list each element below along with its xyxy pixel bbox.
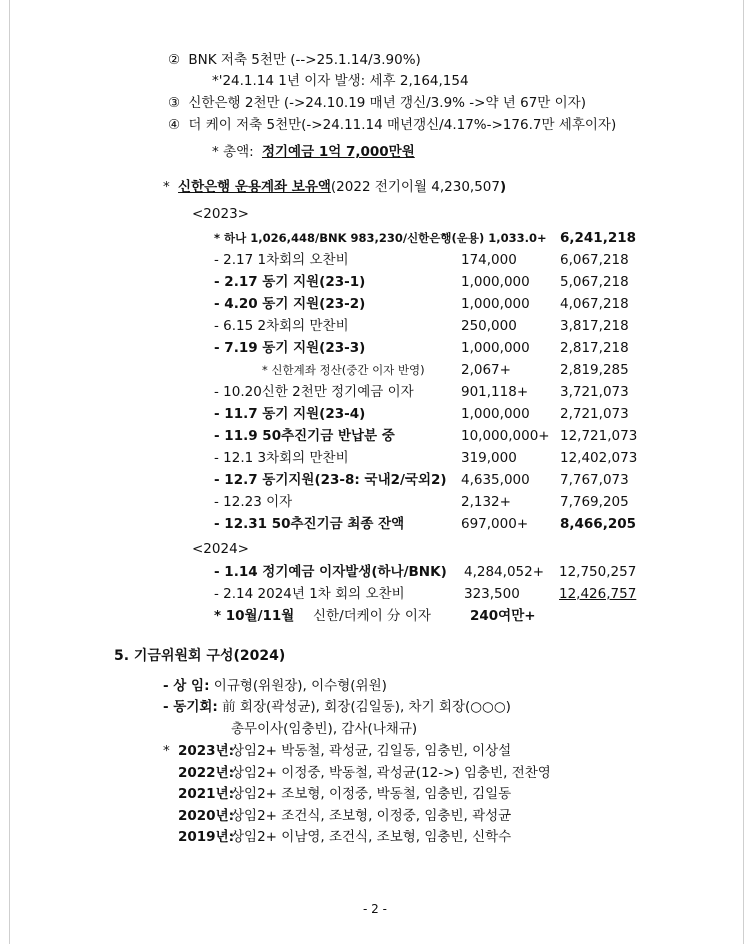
history-members: 상임2+ 조보형, 이정중, 박동철, 임충빈, 김일동	[231, 786, 512, 802]
ledger-amount: 174,000	[461, 252, 517, 268]
history-members: 상임2+ 박동철, 곽성균, 김일동, 임충빈, 이상설	[231, 743, 512, 759]
ledger-description: - 7.19 동기 지원(23-3)	[214, 340, 366, 356]
history-marker: *	[163, 743, 170, 759]
history-year: 2021년:	[178, 786, 235, 802]
account-title: 신한은행 운용계좌 보유액	[178, 179, 331, 195]
history-year: 2020년:	[178, 807, 235, 824]
history-year: 2023년:	[178, 743, 235, 759]
committee-text: 前 회장(곽성균), 회장(김일동), 차기 회장(○○○)	[222, 699, 511, 715]
ledger-description: * 10월/11월	[214, 608, 295, 624]
ledger-balance: 12,402,073	[560, 450, 638, 466]
ledger-description: - 11.9 50추진기금 반납분 중	[214, 428, 395, 444]
ledger-balance: 6,241,218	[560, 230, 637, 246]
ledger-description: - 12.31 50추진기금 최종 잔액	[214, 516, 405, 532]
ledger-amount: 4,635,000	[461, 472, 530, 488]
deposit-number: ④	[168, 117, 181, 133]
ledger-balance: 3,721,073	[560, 384, 629, 400]
total-deposit	[212, 143, 415, 161]
ledger-description: * 하나 1,026,448/BNK 983,230/신한은행(운용) 1,033.0+	[214, 231, 547, 245]
history-year: 2019년:	[178, 829, 235, 845]
deposit-number: ③	[168, 95, 181, 111]
ledger-description: - 10.20신한 2천만 정기예금 이자	[214, 384, 414, 400]
deposit-item-bnk	[168, 51, 421, 69]
committee-alumni	[163, 698, 511, 716]
ledger-amount: 1,000,000	[461, 296, 530, 312]
ledger-description: - 6.15 2차회의 만찬비	[214, 318, 349, 334]
ledger-amount: 901,118+	[461, 384, 529, 400]
ledger-balance: 2,721,073	[560, 406, 629, 422]
ledger-balance: 6,067,218	[560, 252, 629, 268]
ledger-description: - 12.1 3차회의 만찬비	[214, 450, 349, 466]
year-2024-label: <2024>	[192, 541, 249, 557]
ledger-amount: 319,000	[461, 450, 517, 466]
committee-alumni-cont	[231, 720, 417, 738]
ledger-description: - 12.23 이자	[214, 494, 293, 510]
deposit-item-thek	[168, 116, 616, 134]
ledger-description: - 2.17 동기 지원(23-1)	[214, 274, 366, 290]
history-members: 상임2+ 이남영, 조건식, 조보형, 임충빈, 신학수	[231, 829, 512, 845]
ledger-balance: 5,067,218	[560, 274, 629, 290]
ledger-balance: 2,817,218	[560, 340, 629, 356]
committee-text: 이규형(위원장), 이수형(위원)	[213, 678, 387, 694]
ledger-balance: 7,769,205	[560, 494, 629, 510]
ledger-description: - 11.7 동기 지원(23-4)	[214, 406, 366, 422]
ledger-balance: 12,426,757	[559, 586, 637, 602]
deposit-note	[212, 72, 469, 90]
account-note: (2022 전기이월 4,230,507	[330, 179, 500, 195]
ledger-amount: 240여만+	[470, 608, 536, 624]
ledger-description: - 12.7 동기지원(23-8: 국내2/국외2)	[214, 472, 447, 488]
ledger-balance: 3,817,218	[560, 318, 629, 334]
ledger-balance: 2,819,285	[560, 362, 629, 378]
ledger-description: * 신한계좌 정산(중간 이자 반영)	[262, 363, 425, 377]
ledger-amount: 2,132+	[461, 494, 511, 510]
ledger-balance: 12,750,257	[559, 564, 637, 580]
page-number: - 2 -	[363, 902, 387, 916]
ledger-amount: 1,000,000	[461, 274, 530, 290]
ledger-amount: 323,500	[464, 586, 520, 602]
deposit-text: 신한은행 2천만 (->24.10.19 매년 갱신/3.9% ->약 년 67만 이자)	[188, 95, 586, 111]
ledger-description-extra: 신한/더케이 分 이자	[313, 608, 431, 624]
ledger-description: - 1.14 정기예금 이자발생(하나/BNK)	[214, 564, 447, 580]
deposit-item-shinhan	[168, 94, 586, 112]
account-star: *	[163, 179, 170, 195]
account-note-close: )	[499, 179, 507, 195]
account-heading	[163, 178, 506, 196]
committee-standing	[163, 677, 387, 695]
year-2023-label: <2023>	[192, 206, 249, 222]
committee-text: 총무이사(임충빈), 감사(나채규)	[231, 721, 418, 737]
section-5-title: 5. 기금위원회 구성(2024)	[114, 648, 286, 664]
deposit-number: ②	[168, 52, 181, 68]
ledger-balance: 8,466,205	[560, 516, 637, 532]
ledger-amount: 2,067+	[461, 362, 511, 378]
total-value: 정기예금 1억 7,000만원	[261, 144, 415, 160]
ledger-description: - 4.20 동기 지원(23-2)	[214, 296, 366, 312]
total-prefix: * 총액:	[212, 144, 254, 160]
committee-label: - 상 임:	[163, 678, 210, 694]
ledger-amount: 1,000,000	[461, 340, 530, 356]
deposit-text: 더 케이 저축 5천만(->24.11.14 매년갱신/4.17%->176.7만 세후이자)	[188, 117, 617, 133]
ledger-description: - 2.17 1차회의 오찬비	[214, 252, 349, 268]
ledger-amount: 1,000,000	[461, 406, 530, 422]
ledger-balance: 4,067,218	[560, 296, 629, 312]
committee-label: - 동기회:	[163, 699, 218, 715]
ledger-amount: 250,000	[461, 318, 517, 334]
history-members: 상임2+ 조건식, 조보형, 이정중, 임충빈, 곽성균	[231, 807, 512, 824]
ledger-amount: 697,000+	[461, 516, 529, 532]
history-members: 상임2+ 이정중, 박동철, 곽성균(12->) 임충빈, 전찬영	[231, 764, 551, 781]
ledger-balance: 7,767,073	[560, 472, 629, 488]
deposit-text: BNK 저축 5천만 (-->25.1.14/3.90%)	[188, 52, 421, 68]
ledger-description: - 2.14 2024년 1차 회의 오찬비	[214, 586, 405, 602]
history-year: 2022년:	[178, 764, 235, 781]
deposit-note-text: *'24.1.14 1년 이자 발생: 세후 2,164,154	[212, 73, 469, 89]
ledger-amount: 10,000,000+	[461, 428, 550, 444]
ledger-balance: 12,721,073	[560, 428, 638, 444]
ledger-amount: 4,284,052+	[464, 564, 545, 580]
